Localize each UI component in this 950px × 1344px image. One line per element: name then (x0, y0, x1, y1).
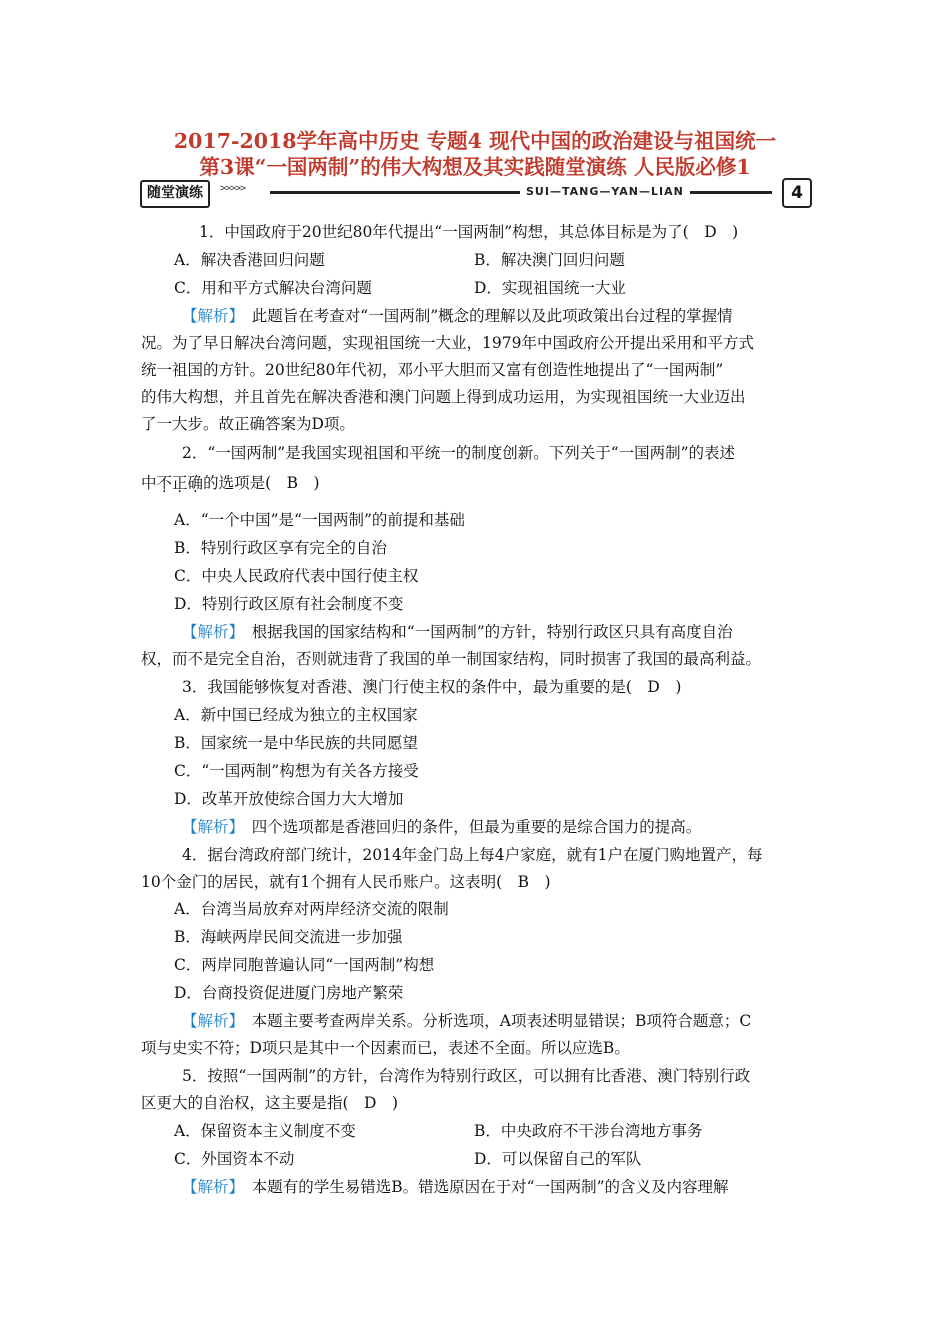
banner-pinyin: SUI—TANG—YAN—LIAN (520, 183, 690, 201)
emphasis-dotted-char: 确 (187, 474, 204, 492)
banner-arrows: >>>>> (220, 183, 246, 194)
q4-stem-line-1: 4．据台湾政府部门统计，2014年金门岛上每4户家庭，就有1户在厦门购地置产，每 (182, 846, 763, 864)
analysis-tag: 【解析】 (182, 1178, 237, 1196)
section-banner (140, 180, 812, 206)
q2-option-c: C．中央人民政府代表中国行使主权 (174, 567, 419, 585)
q3-option-d: D．改革开放使综合国力大大增加 (174, 790, 404, 808)
q4-analysis-line-2: 项与史实不符；D项只是其中一个因素而已，表述不全面。所以应选B。 (141, 1039, 630, 1057)
q3-analysis: 【解析】 四个选项都是香港回归的条件，但最为重要的是综合国力的提高。 (182, 818, 702, 836)
document-title-line-1: 2017-2018学年高中历史 专题4 现代中国的政治建设与祖国统一 (173, 129, 777, 153)
q2-option-b: B．特别行政区享有完全的自治 (174, 539, 387, 557)
q4-stem-line-2: 10个金门的居民，就有1个拥有人民币账户。这表明( B ) (141, 873, 551, 891)
q4-option-c: C．两岸同胞普遍认同“一国两制”构想 (174, 956, 435, 974)
emphasis-dotted-char: 正 (172, 474, 188, 492)
q2-option-d: D．特别行政区原有社会制度不变 (174, 595, 404, 613)
q1-option-a: A．解决香港回归问题 (174, 251, 325, 269)
q5-option-a: A．保留资本主义制度不变 (174, 1122, 356, 1140)
emphasis-dotted-char: 不 (156, 474, 173, 492)
q2-analysis-line-2: 权，而不是完全自治，否则就违背了我国的单一制国家结构，同时损害了我国的最高利益。 (141, 650, 762, 668)
q2-stem-line-1: 2．“一国两制”是我国实现祖国和平统一的制度创新。下列关于“一国两制”的表述 (182, 444, 736, 462)
q5-stem-line-2: 区更大的自治权，这主要是指( D ) (141, 1094, 399, 1112)
q4-option-a: A．台湾当局放弃对两岸经济交流的限制 (174, 900, 449, 918)
q3-option-b: B．国家统一是中华民族的共同愿望 (174, 734, 418, 752)
q1-option-c: C．用和平方式解决台湾问题 (174, 279, 372, 297)
q2-option-a: A．“一个中国”是“一国两制”的前提和基础 (174, 511, 465, 529)
q1-analysis-line-1: 【解析】 此题旨在考查对“一国两制”概念的理解以及此项政策出台过程的掌握情 (182, 307, 733, 325)
q5-option-c: C．外国资本不动 (174, 1150, 295, 1168)
q1-analysis-line-4: 的伟大构想，并且首先在解决香港和澳门问题上得到成功运用，为实现祖国统一大业迈出 (141, 388, 746, 406)
q3-option-a: A．新中国已经成为独立的主权国家 (174, 706, 418, 724)
q1-analysis-line-5: 了一大步。故正确答案为D项。 (141, 415, 355, 433)
q1-analysis-line-3: 统一祖国的方针。20世纪80年代初，邓小平大胆而又富有创造性地提出了“一国两制” (141, 361, 724, 379)
q1-option-b: B．解决澳门回归问题 (474, 251, 625, 269)
q5-option-b: B．中央政府不干涉台湾地方事务 (474, 1122, 703, 1140)
analysis-tag: 【解析】 (182, 1012, 237, 1030)
q2-analysis-line-1: 【解析】 根据我国的国家结构和“一国两制”的方针，特别行政区只具有高度自治 (182, 623, 733, 641)
q1-stem: 1．中国政府于20世纪80年代提出“一国两制”构想，其总体目标是为了( D ) (199, 223, 739, 241)
q5-analysis: 【解析】 本题有的学生易错选B。错选原因在于对“一国两制”的含义及内容理解 (182, 1178, 729, 1196)
analysis-tag: 【解析】 (182, 818, 237, 836)
q4-option-b: B．海峡两岸民间交流进一步加强 (174, 928, 403, 946)
q4-analysis-line-1: 【解析】 本题主要考查两岸关系。分析选项，A项表述明显错误；B项符合题意；C (182, 1012, 752, 1030)
q4-option-d: D．台商投资促进厦门房地产繁荣 (174, 984, 404, 1002)
banner-label: 随堂演练 (140, 180, 210, 208)
q2-stem-line-2: 中不正确的选项是( B ) (141, 474, 320, 492)
q1-option-d: D．实现祖国统一大业 (474, 279, 626, 297)
q3-option-c: C．“一国两制”构想为有关各方接受 (174, 762, 419, 780)
q5-stem-line-1: 5．按照“一国两制”的方针，台湾作为特别行政区，可以拥有比香港、澳门特别行政 (182, 1067, 751, 1085)
analysis-tag: 【解析】 (182, 307, 237, 325)
document-title-line-2: 第3课“一国两制”的伟大构想及其实践随堂演练 人民版必修1 (199, 155, 751, 179)
banner-number-badge: 4 (782, 178, 812, 208)
q1-analysis-line-2: 况。为了早日解决台湾问题，实现祖国统一大业，1979年中国政府公开提出采用和平方式 (141, 334, 754, 352)
q5-option-d: D．可以保留自己的军队 (474, 1150, 642, 1168)
analysis-tag: 【解析】 (182, 623, 237, 641)
q3-stem: 3．我国能够恢复对香港、澳门行使主权的条件中，最为重要的是( D ) (182, 678, 682, 696)
